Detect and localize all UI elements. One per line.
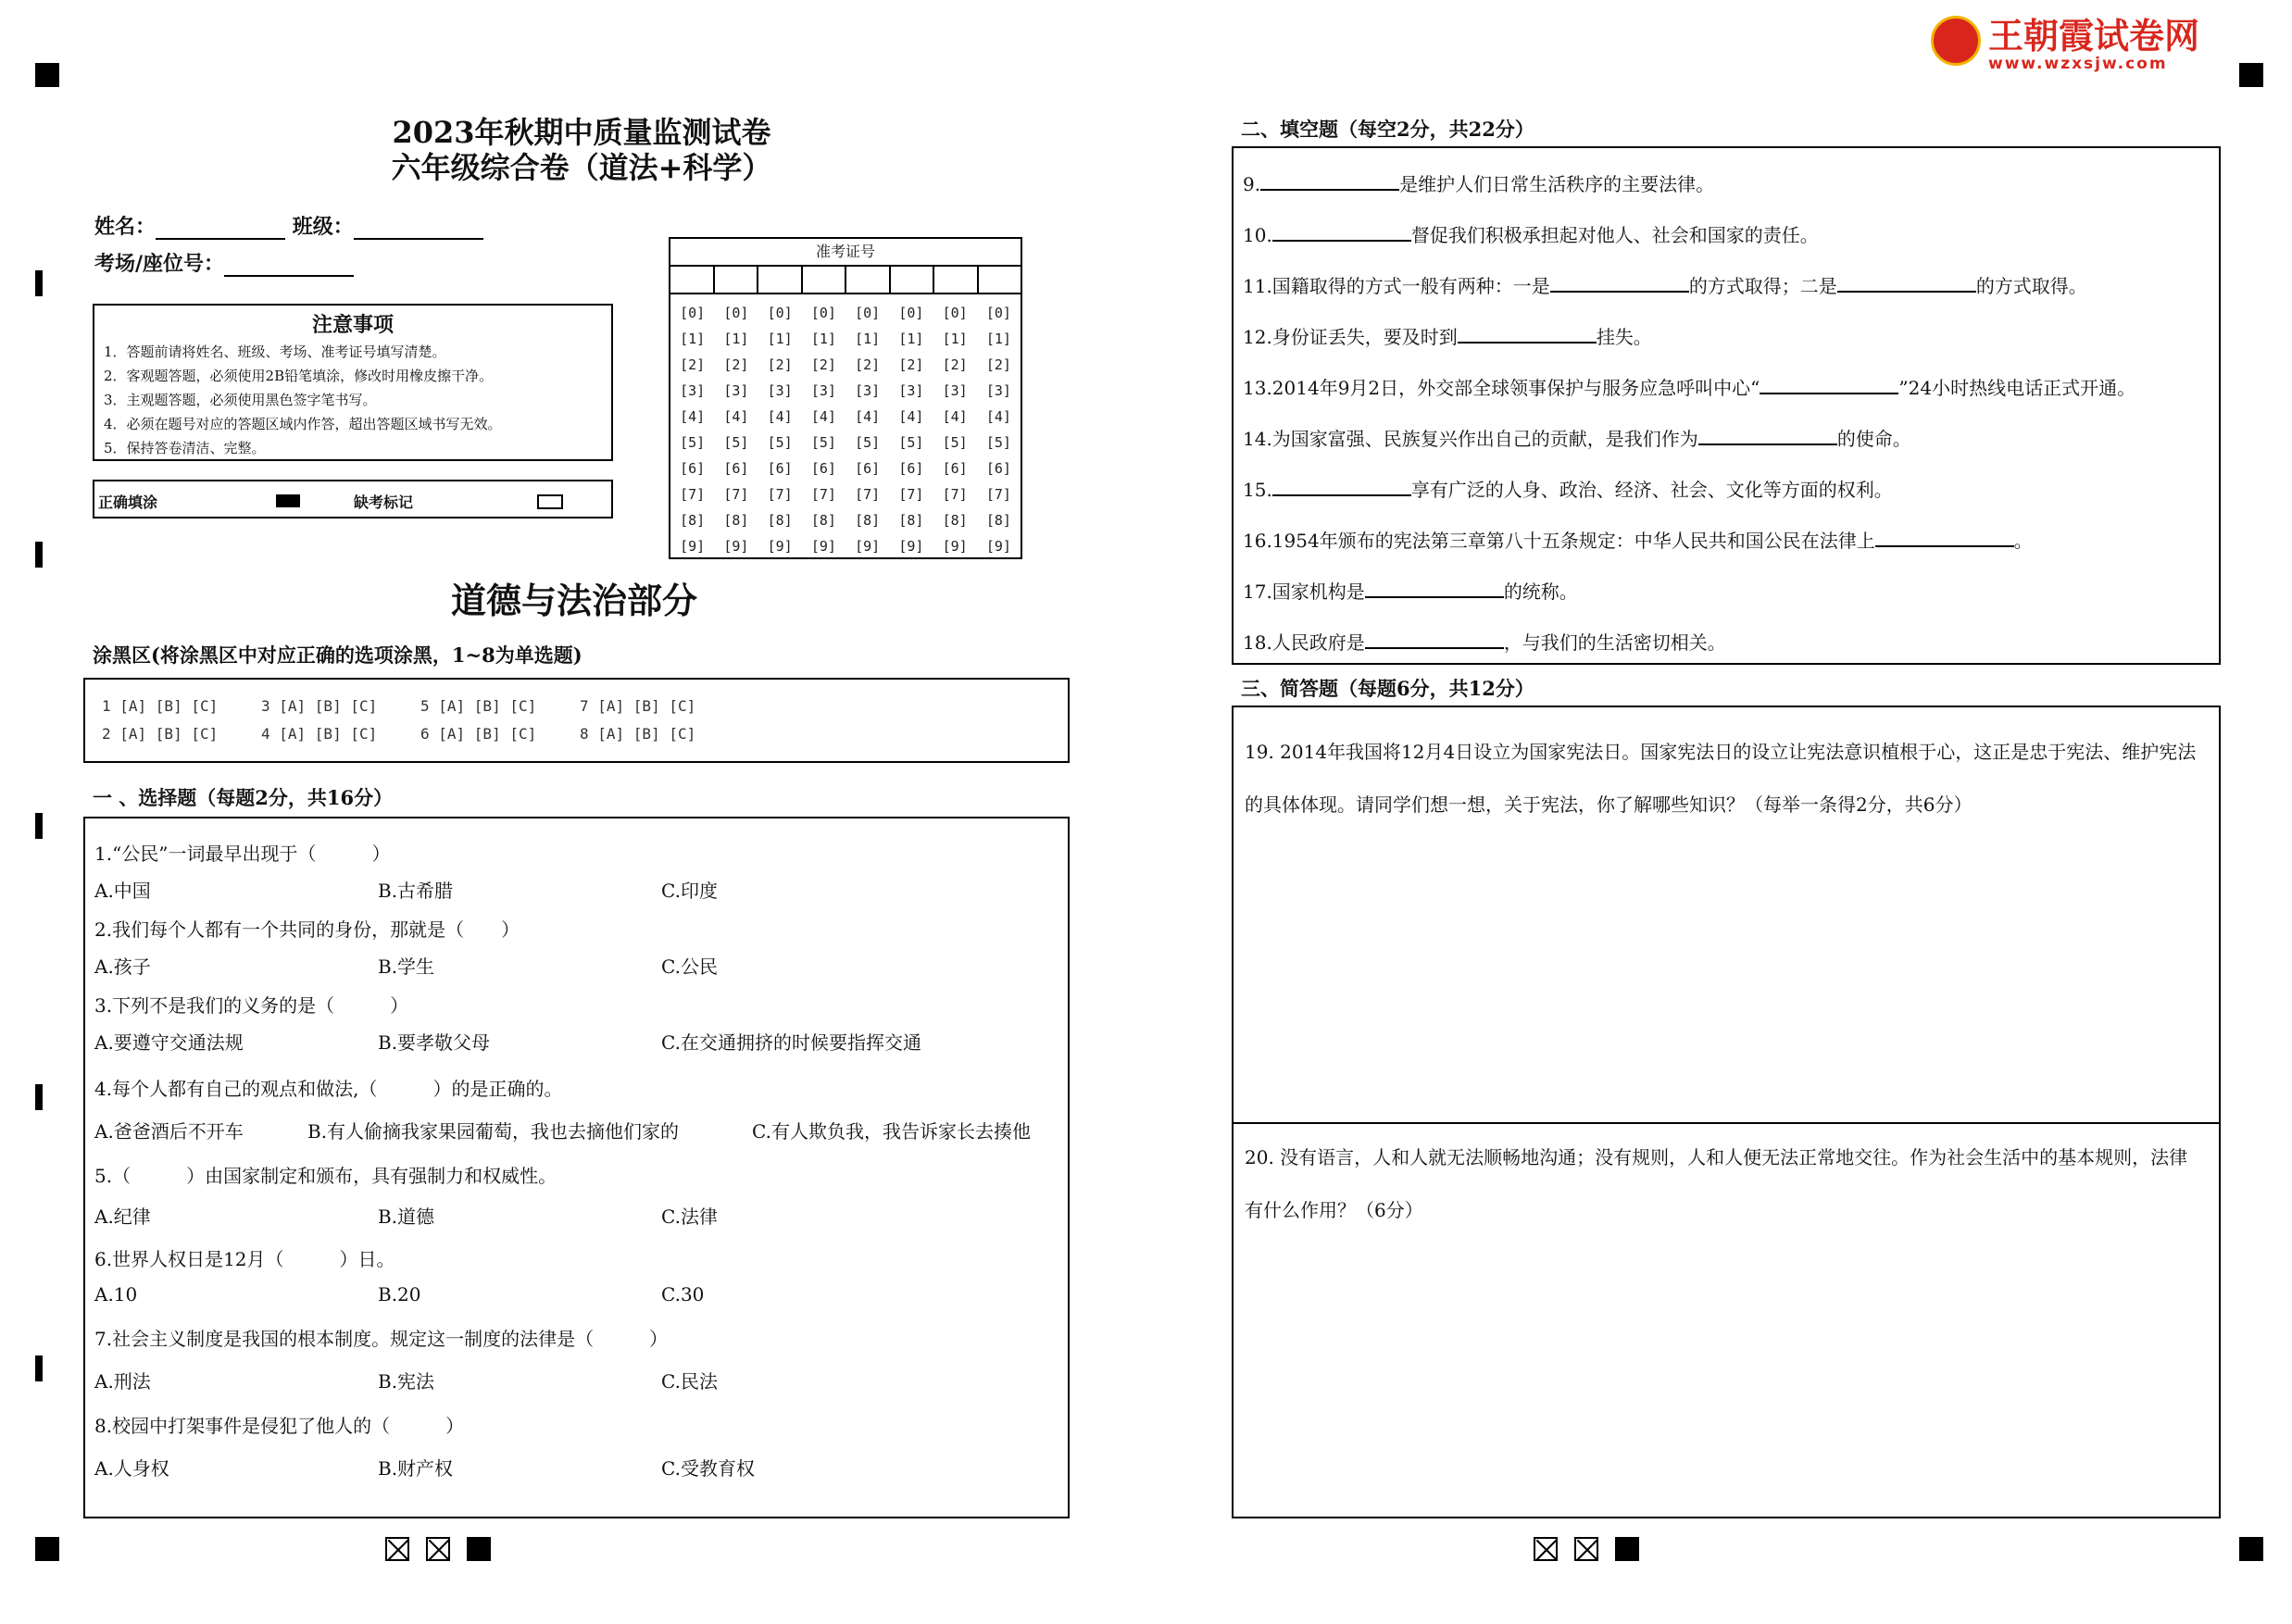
exam-id-column[interactable]	[802, 300, 845, 559]
choice-option: B.道德	[378, 1206, 435, 1228]
exam-id-digit-bubble[interactable]: [5]	[898, 434, 924, 451]
exam-id-digit-bubble[interactable]: [5]	[680, 434, 706, 451]
exam-id-digit-bubble[interactable]: [1]	[855, 331, 881, 347]
choice-option: A.孩子	[94, 956, 151, 978]
choice-option: B.宪法	[378, 1370, 435, 1393]
choice-question-8: 8.校园中打架事件是侵犯了他人的（ ）	[94, 1415, 465, 1437]
choice-option: A.中国	[94, 880, 151, 902]
exam-id-digit-bubble[interactable]: [4]	[723, 408, 749, 425]
exam-id-digit-bubble[interactable]: [6]	[942, 460, 968, 477]
corner-marker-top-left	[35, 63, 59, 87]
page-marker-solid	[467, 1537, 491, 1561]
exam-id-digit-bubble[interactable]: [3]	[810, 382, 836, 399]
exam-id-digit-bubble[interactable]: [9]	[942, 538, 968, 555]
section-title: 道德与法治部分	[450, 580, 697, 621]
fill-question-10	[1243, 219, 1819, 247]
exam-id-digit-bubble[interactable]: [2]	[680, 356, 706, 373]
choice-option: B.古希腊	[378, 880, 454, 902]
page-marker-x	[1534, 1537, 1558, 1561]
question-19-text: 19. 2014年我国将12月4日设立为国家宪法日。国家宪法日的设立让宪法意识植根于心，这正是忠于宪法、维护宪法的具体体现。请同学们想一想，关于宪法，你了解哪些知识？（每举一条得2分，共6分）	[1245, 741, 2197, 816]
exam-id-digit-bubble[interactable]: [5]	[810, 434, 836, 451]
exam-id-column[interactable]	[670, 300, 714, 559]
answer-box-20[interactable]	[1232, 1122, 2221, 1518]
choice-option: C.在交通拥挤的时候要指挥交通	[661, 1031, 921, 1054]
exam-id-digit-bubble[interactable]: [6]	[855, 460, 881, 477]
exam-id-digit-bubble[interactable]: [9]	[985, 538, 1011, 555]
omr-item[interactable]: 1 [A] [B] [C]	[102, 697, 219, 715]
exam-id-digit-bubble[interactable]: [0]	[942, 305, 968, 321]
exam-id-digit-bubble[interactable]: [8]	[767, 512, 793, 529]
fill-text: ，与我们的生活密切相关。	[1503, 631, 1726, 654]
choice-question-box	[83, 817, 1070, 1518]
name-field[interactable]	[156, 216, 285, 240]
choice-option: C.30	[661, 1283, 705, 1305]
logo-url: www.wzxsjw.com	[1988, 55, 2168, 73]
fill-question-11	[1243, 270, 2087, 298]
choice-option: B.有人偷摘我家果园葡萄，我也去摘他们家的	[307, 1120, 680, 1143]
exam-id-column[interactable]	[933, 300, 977, 559]
side-marker	[35, 270, 43, 296]
exam-id-digit-bubble[interactable]: [5]	[767, 434, 793, 451]
class-field[interactable]	[354, 216, 483, 240]
fill-question-16	[1243, 525, 2033, 553]
absent-mark-checkbox[interactable]	[537, 494, 563, 509]
exam-id-digit-bubble[interactable]: [3]	[855, 382, 881, 399]
exam-id-digit-bubble[interactable]: [3]	[942, 382, 968, 399]
exam-id-digit-bubble[interactable]: [7]	[810, 486, 836, 503]
side-marker	[35, 1355, 43, 1381]
seat-field[interactable]	[224, 253, 354, 277]
notice-item: 4．必须在题号对应的答题区域内作答，超出答题区域书写无效。	[104, 416, 502, 432]
choice-option: A.人身权	[94, 1457, 169, 1480]
exam-id-digit-bubble[interactable]: [4]	[810, 408, 836, 425]
exam-id-digit-bubble[interactable]: [7]	[942, 486, 968, 503]
exam-id-digit-bubble[interactable]: [6]	[680, 460, 706, 477]
omr-item[interactable]: 5 [A] [B] [C]	[420, 697, 537, 715]
omr-answer-area[interactable]	[83, 678, 1070, 763]
choice-question-4: 4.每个人都有自己的观点和做法,（ ）的是正确的。	[94, 1078, 563, 1100]
choice-question-5: 5.（ ）由国家制定和颁布，具有强制力和权威性。	[94, 1165, 557, 1187]
notice-item: 3．主观题答题，必须使用黑色签字笔书写。	[104, 392, 377, 408]
fill-text: 的统称。	[1503, 581, 1578, 603]
exam-id-digit-bubble[interactable]: [5]	[855, 434, 881, 451]
fill-blank[interactable]	[1760, 372, 1898, 394]
exam-id-digit-bubble[interactable]: [8]	[855, 512, 881, 529]
exam-id-column[interactable]	[977, 300, 1021, 559]
fill-question-18	[1243, 627, 1726, 655]
exam-id-digit-bubble[interactable]: [3]	[985, 382, 1011, 399]
exam-id-grid	[669, 237, 1022, 559]
page-marker-solid	[1615, 1537, 1639, 1561]
omr-item[interactable]: 8 [A] [B] [C]	[580, 725, 696, 743]
side-marker	[35, 542, 43, 568]
choice-question-7: 7.社会主义制度是我国的根本制度。规定这一制度的法律是（ ）	[94, 1328, 669, 1350]
choice-option: A.10	[94, 1283, 138, 1305]
fill-text: 12.身份证丢失，要及时到	[1243, 326, 1458, 348]
fill-text: 督促我们积极承担起对他人、社会和国家的责任。	[1410, 224, 1819, 246]
student-info-row	[94, 211, 483, 240]
fill-question-14	[1243, 423, 1911, 451]
exam-id-digit-bubble[interactable]: [6]	[985, 460, 1011, 477]
fill-text: 的使命。	[1836, 428, 1911, 450]
exam-id-write-row[interactable]	[670, 267, 1021, 294]
exam-id-digit-bubble[interactable]: [4]	[767, 408, 793, 425]
fill-question-9	[1243, 169, 1714, 196]
exam-id-digit-bubble[interactable]: [3]	[680, 382, 706, 399]
logo-seal-icon	[1931, 16, 1981, 66]
choice-option: C.法律	[661, 1206, 718, 1228]
choice-option: A.刑法	[94, 1370, 151, 1393]
fill-text: 。	[2013, 530, 2033, 552]
absent-mark-label: 缺考标记	[354, 493, 414, 511]
fill-question-12	[1243, 321, 1652, 349]
exam-id-digit-bubble[interactable]: [1]	[898, 331, 924, 347]
choice-title: 一 、选择题（每题2分，共16分）	[93, 786, 394, 809]
omr-item[interactable]: 3 [A] [B] [C]	[261, 697, 378, 715]
exam-id-digit-bubble[interactable]: [7]	[680, 486, 706, 503]
exam-id-digit-bubble[interactable]: [1]	[810, 331, 836, 347]
fill-text: 16.1954年颁布的宪法第三章第八十五条规定：中华人民共和国公民在法律上	[1243, 530, 1875, 552]
exam-id-digit-bubble[interactable]: [3]	[723, 382, 749, 399]
exam-id-title: 准考证号	[670, 239, 1021, 267]
exam-id-digit-bubble[interactable]: [1]	[680, 331, 706, 347]
notice-item: 5．保持答卷清洁、完整。	[104, 440, 266, 456]
exam-id-digit-bubble[interactable]: [8]	[985, 512, 1011, 529]
side-marker	[35, 1084, 43, 1110]
exam-id-digit-bubble[interactable]: [5]	[985, 434, 1011, 451]
exam-id-digit-bubble[interactable]: [7]	[723, 486, 749, 503]
fill-text: 享有广泛的人身、政治、经济、社会、文化等方面的权利。	[1410, 479, 1893, 501]
notice-title: 注意事项	[311, 313, 394, 337]
fill-blank[interactable]	[1365, 576, 1504, 598]
exam-id-digit-bubble[interactable]: [0]	[810, 305, 836, 321]
exam-id-digit-bubble[interactable]: [2]	[767, 356, 793, 373]
exam-id-digit-bubble[interactable]: [7]	[855, 486, 881, 503]
fill-text: 18.人民政府是	[1243, 631, 1365, 654]
choice-option: C.民法	[661, 1370, 718, 1393]
exam-id-digit-bubble[interactable]: [1]	[723, 331, 749, 347]
page-marker-x	[385, 1537, 409, 1561]
exam-id-digit-bubble[interactable]: [3]	[767, 382, 793, 399]
fill-blank[interactable]	[1550, 270, 1689, 293]
correct-fill-sample	[276, 494, 300, 507]
choice-option: C.印度	[661, 880, 718, 902]
logo-name: 王朝霞试卷网	[1988, 16, 2200, 56]
notice-item: 1．答题前请将姓名、班级、考场、准考证号填写清楚。	[104, 344, 446, 360]
choice-question-1: 1.“公民”一词最早出现于（ ）	[94, 843, 391, 865]
choice-option: A.要遵守交通法规	[94, 1031, 244, 1054]
exam-id-digit-bubble[interactable]: [4]	[942, 408, 968, 425]
exam-subtitle: 六年级综合卷（道法+科学）	[391, 150, 772, 185]
fill-text: 10.	[1243, 224, 1272, 246]
seat-label: 考场/座位号：	[94, 252, 225, 276]
exam-id-digit-bubble[interactable]: [8]	[898, 512, 924, 529]
fill-question-17	[1243, 576, 1578, 604]
fill-text: 17.国家机构是	[1243, 581, 1365, 603]
exam-id-digit-bubble[interactable]: [0]	[855, 305, 881, 321]
exam-id-digit-bubble[interactable]: [6]	[767, 460, 793, 477]
exam-id-digit-bubble[interactable]: [4]	[855, 408, 881, 425]
exam-id-digit-bubble[interactable]: [3]	[898, 382, 924, 399]
answer-box-19[interactable]	[1232, 706, 2221, 1124]
exam-id-digit-bubble[interactable]: [8]	[723, 512, 749, 529]
exam-id-digit-bubble[interactable]: [4]	[680, 408, 706, 425]
exam-id-digit-bubble[interactable]: [9]	[767, 538, 793, 555]
exam-id-digit-bubble[interactable]: [0]	[985, 305, 1011, 321]
fill-text: 15.	[1243, 479, 1272, 501]
exam-id-column[interactable]	[758, 300, 802, 559]
exam-id-digit-bubble[interactable]: [1]	[942, 331, 968, 347]
fill-text: 挂失。	[1596, 326, 1652, 348]
choice-option: C.公民	[661, 956, 718, 978]
choice-question-2: 2.我们每个人都有一个共同的身份，那就是（ ）	[94, 918, 520, 941]
page-marker-x	[1574, 1537, 1598, 1561]
omr-title: 涂黑区(将涂黑区中对应正确的选项涂黑，1~8为单选题)	[93, 643, 582, 667]
fill-blank[interactable]	[1365, 627, 1504, 649]
choice-option: B.20	[378, 1283, 421, 1305]
notice-item: 2．客观题答题，必须使用2B铅笔填涂，修改时用橡皮擦干净。	[104, 368, 494, 384]
exam-id-digit-bubble[interactable]: [4]	[898, 408, 924, 425]
fill-example-box	[93, 480, 613, 518]
exam-id-digit-bubble[interactable]: [8]	[810, 512, 836, 529]
exam-id-digit-bubble[interactable]: [0]	[767, 305, 793, 321]
choice-option: C.有人欺负我，我告诉家长去揍他	[752, 1120, 1031, 1143]
fill-blank[interactable]	[1698, 423, 1837, 445]
fill-text: 的方式取得。	[1975, 275, 2087, 297]
exam-id-digit-columns[interactable]	[670, 294, 1021, 559]
exam-id-digit-bubble[interactable]: [6]	[723, 460, 749, 477]
exam-id-digit-bubble[interactable]: [0]	[680, 305, 706, 321]
fill-in-box	[1232, 146, 2221, 665]
exam-id-digit-bubble[interactable]: [9]	[855, 538, 881, 555]
corner-marker-top-right	[2239, 63, 2263, 87]
choice-option: A.纪律	[94, 1206, 151, 1228]
choice-option: B.学生	[378, 956, 435, 978]
fill-blank[interactable]	[1272, 219, 1411, 242]
exam-id-digit-bubble[interactable]: [4]	[985, 408, 1011, 425]
omr-item[interactable]: 7 [A] [B] [C]	[580, 697, 696, 715]
omr-item[interactable]: 6 [A] [B] [C]	[420, 725, 537, 743]
corner-marker-bottom-right	[2239, 1537, 2263, 1561]
seat-row	[94, 248, 354, 277]
exam-id-digit-bubble[interactable]: [9]	[680, 538, 706, 555]
exam-id-digit-bubble[interactable]: [7]	[898, 486, 924, 503]
fill-text: 13.2014年9月2日，外交部全球领事保护与服务应急呼叫中心“	[1243, 377, 1760, 399]
fill-question-13	[1243, 372, 2135, 400]
fill-text: ”24小时热线电话正式开通。	[1898, 377, 2136, 399]
exam-id-digit-bubble[interactable]: [0]	[723, 305, 749, 321]
choice-option: B.要孝敬父母	[378, 1031, 491, 1054]
exam-id-digit-bubble[interactable]: [5]	[723, 434, 749, 451]
exam-id-digit-bubble[interactable]: [2]	[942, 356, 968, 373]
fill-text: 的方式取得；二是	[1688, 275, 1837, 297]
choice-option: B.财产权	[378, 1457, 454, 1480]
fill-text: 11.国籍取得的方式一般有两种：一是	[1243, 275, 1550, 297]
exam-id-digit-bubble[interactable]: [7]	[767, 486, 793, 503]
question-20-text: 20. 没有语言，人和人就无法顺畅地沟通；没有规则，人和人便无法正常地交往。作为社会生活中的基本规则，法律有什么作用？（6分）	[1245, 1146, 2188, 1221]
correct-fill-label: 正确填涂	[98, 493, 158, 511]
fill-text: 9.	[1243, 173, 1261, 195]
short-answer-title: 三、简答题（每题6分，共12分）	[1241, 677, 1534, 700]
fill-blank[interactable]	[1458, 321, 1597, 344]
exam-id-digit-bubble[interactable]: [2]	[810, 356, 836, 373]
fill-blank[interactable]	[1875, 525, 2014, 547]
exam-id-digit-bubble[interactable]: [6]	[810, 460, 836, 477]
exam-id-digit-bubble[interactable]: [8]	[680, 512, 706, 529]
fill-blank[interactable]	[1260, 169, 1399, 191]
exam-id-column[interactable]	[889, 300, 933, 559]
exam-id-digit-bubble[interactable]: [5]	[942, 434, 968, 451]
fill-question-15	[1243, 474, 1893, 502]
exam-id-digit-bubble[interactable]: [6]	[898, 460, 924, 477]
exam-id-digit-bubble[interactable]: [9]	[723, 538, 749, 555]
side-marker	[35, 813, 43, 839]
choice-question-6: 6.世界人权日是12月（ ）日。	[94, 1248, 395, 1270]
exam-id-digit-bubble[interactable]: [0]	[898, 305, 924, 321]
omr-item[interactable]: 4 [A] [B] [C]	[261, 725, 378, 743]
exam-id-digit-bubble[interactable]: [2]	[985, 356, 1011, 373]
choice-option: A.爸爸酒后不开车	[94, 1120, 244, 1143]
exam-id-digit-bubble[interactable]: [1]	[985, 331, 1011, 347]
exam-id-digit-bubble[interactable]: [9]	[898, 538, 924, 555]
corner-marker-bottom-left	[35, 1537, 59, 1561]
omr-item[interactable]: 2 [A] [B] [C]	[102, 725, 219, 743]
name-label: 姓名：	[94, 215, 157, 239]
exam-id-digit-bubble[interactable]: [8]	[942, 512, 968, 529]
fill-text: 14.为国家富强、民族复兴作出自己的贡献，是我们作为	[1243, 428, 1698, 450]
notice-box	[93, 304, 613, 461]
exam-id-column[interactable]	[714, 300, 758, 559]
fill-blank[interactable]	[1837, 270, 1976, 293]
fill-title: 二、填空题（每空2分，共22分）	[1241, 118, 1534, 141]
exam-id-digit-bubble[interactable]: [2]	[855, 356, 881, 373]
site-logo[interactable]	[1931, 7, 2199, 73]
exam-title: 2023年秋期中质量监测试卷	[392, 115, 771, 150]
fill-text: 是维护人们日常生活秩序的主要法律。	[1399, 173, 1715, 195]
exam-id-digit-bubble[interactable]: [2]	[723, 356, 749, 373]
choice-question-3: 3.下列不是我们的义务的是（ ）	[94, 994, 409, 1017]
exam-id-column[interactable]	[845, 300, 889, 559]
fill-blank[interactable]	[1272, 474, 1411, 496]
exam-id-digit-bubble[interactable]: [7]	[985, 486, 1011, 503]
exam-id-digit-bubble[interactable]: [2]	[898, 356, 924, 373]
class-label: 班级：	[292, 215, 354, 239]
exam-id-digit-bubble[interactable]: [9]	[810, 538, 836, 555]
page-marker-x	[426, 1537, 450, 1561]
exam-id-digit-bubble[interactable]: [1]	[767, 331, 793, 347]
choice-option: C.受教育权	[661, 1457, 755, 1480]
